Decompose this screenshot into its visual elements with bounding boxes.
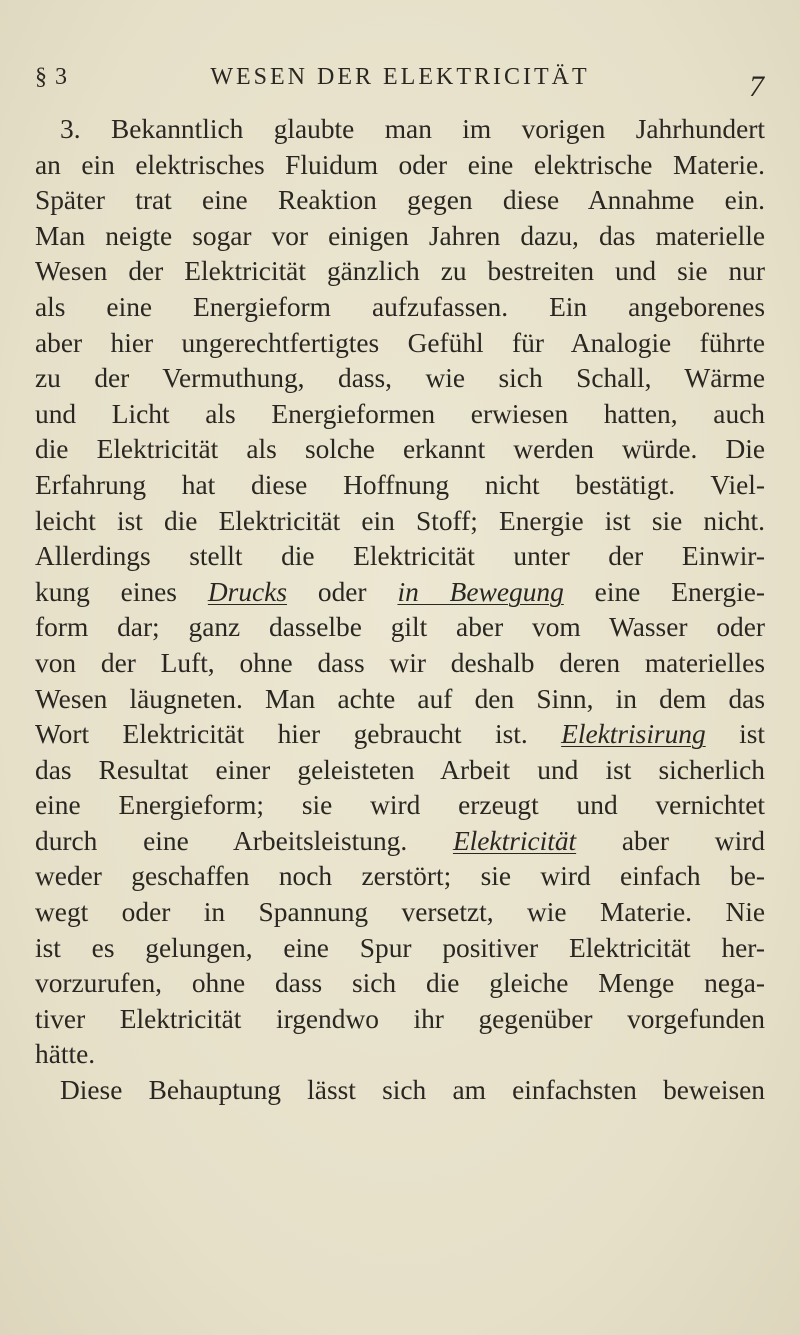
- text-segment: Wort Elektricität hier gebraucht ist.: [35, 719, 562, 750]
- text-line: Später trat eine Reaktion gegen diese Annahme ein.: [35, 185, 765, 216]
- text-segment: oder: [286, 576, 398, 607]
- emphasis-in-bewegung: in Bewegung: [397, 576, 564, 607]
- text-line: von der Luft, ohne dass wir deshalb deren materielles: [35, 647, 765, 678]
- text-line: an ein elektrisches Fluidum oder eine elektrische Materie.: [35, 149, 765, 180]
- text-line: 3. Bekanntlich glaubte man im vorigen Jahrhundert: [60, 114, 765, 144]
- page-header: [35, 60, 765, 103]
- text-segment: aber wird: [576, 825, 765, 856]
- text-line: eine Energieform; sie wird erzeugt und vernichtet: [35, 790, 765, 821]
- page-number: 7: [749, 70, 765, 103]
- emphasis-elektrisirung: Elektrisirung: [561, 719, 706, 750]
- text-line: und Licht als Energieformen erwiesen hatten, auch: [35, 398, 765, 429]
- text-line: das Resultat einer geleisteten Arbeit und ist sicherlich: [35, 754, 765, 785]
- text-segment: kung eines: [35, 576, 208, 607]
- text-line: ist es gelungen, eine Spur positiver Elektricität her-: [35, 932, 765, 963]
- text-line: [35, 824, 765, 860]
- text-line: wegt oder in Spannung versetzt, wie Materie. Nie: [35, 897, 765, 928]
- text-segment: durch eine Arbeitsleistung.: [35, 825, 453, 856]
- text-line: Wesen läugneten. Man achte auf den Sinn, in dem das: [35, 683, 765, 714]
- text-line: Erfahrung hat diese Hoffnung nicht bestätigt. Viel-: [35, 469, 765, 500]
- text-line: hätte.: [35, 1039, 96, 1070]
- text-line: zu der Vermuthung, dass, wie sich Schall, Wärme: [35, 363, 765, 394]
- text-line: Diese Behauptung lässt sich am einfachsten beweisen: [60, 1075, 765, 1106]
- text-segment: eine Energie-: [563, 576, 766, 607]
- text-segment: ist: [705, 719, 765, 750]
- text-line: [35, 575, 765, 611]
- emphasis-elektricitaet: Elektricität: [452, 825, 577, 856]
- text-line: leicht ist die Elektricität ein Stoff; Energie ist sie nicht.: [35, 505, 765, 536]
- text-line: Wesen der Elektricität gänzlich zu bestreiten und sie nur: [35, 256, 765, 287]
- text-line: die Elektricität als solche erkannt werden würde. Die: [35, 434, 765, 465]
- text-line: weder geschaffen noch zerstört; sie wird einfach be-: [35, 861, 765, 892]
- text-line: form dar; ganz dasselbe gilt aber vom Wasser oder: [35, 612, 765, 643]
- text-line: [35, 717, 765, 753]
- body-text: [35, 112, 765, 1109]
- text-line: als eine Energieform aufzufassen. Ein angeborenes: [35, 291, 765, 322]
- section-number: § 3: [35, 64, 68, 90]
- text-line: Allerdings stellt die Elektricität unter der Einwir-: [35, 541, 765, 572]
- text-line: Man neigte sogar vor einigen Jahren dazu, das materielle: [35, 220, 765, 251]
- text-line: vorzurufen, ohne dass sich die gleiche Menge nega-: [35, 968, 765, 999]
- text-line: tiver Elektricität irgendwo ihr gegenüber vorgefunden: [35, 1003, 765, 1034]
- emphasis-drucks: Drucks: [207, 576, 287, 607]
- running-title: WESEN DER ELEKTRICITÄT: [210, 64, 590, 90]
- text-line: aber hier ungerechtfertigtes Gefühl für Analogie führte: [35, 327, 765, 358]
